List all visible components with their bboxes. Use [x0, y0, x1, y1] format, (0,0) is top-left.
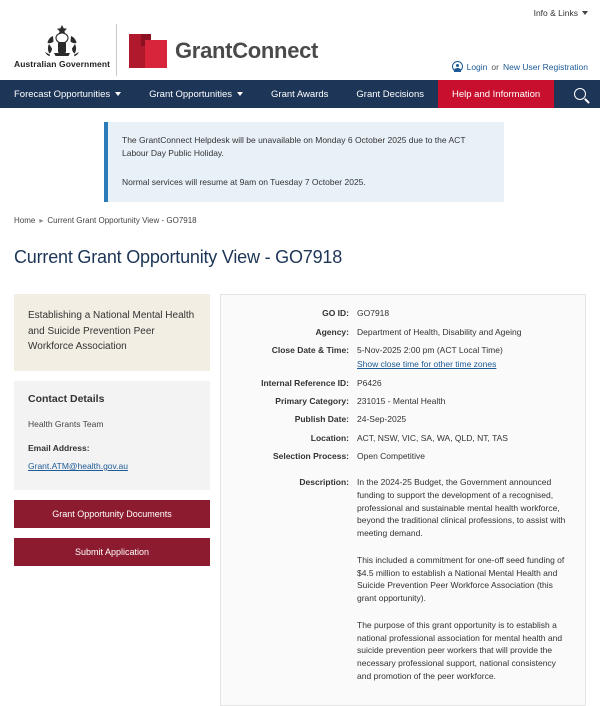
new-user-registration-link[interactable]: New User Registration [502, 61, 588, 72]
contact-email-link[interactable]: Grant.ATM@health.gov.au [28, 460, 128, 471]
info-links-label: Info & Links [533, 8, 578, 18]
detail-value: 5-Nov-2025 2:00 pm (ACT Local Time) [357, 344, 503, 355]
detail-row-selection-process [231, 450, 571, 462]
grant-title-panel [14, 294, 210, 371]
breadcrumb-separator-icon: ▸ [39, 216, 44, 226]
australian-government-text: Australian Government [13, 59, 111, 69]
show-close-time-other-timezones-link[interactable]: Show close time for other time zones [357, 359, 497, 370]
account-links [452, 61, 588, 72]
helpdesk-alert-banner [104, 122, 504, 202]
user-icon [452, 61, 463, 72]
contact-team-name: Health Grants Team [28, 418, 104, 429]
detail-label: Primary Category: [275, 395, 349, 406]
detail-label: Agency: [315, 326, 349, 337]
description-value [357, 476, 571, 683]
masthead [0, 22, 600, 80]
detail-value: Department of Health, Disability and Ageing [357, 326, 522, 337]
detail-label: Internal Reference ID: [261, 377, 349, 388]
grantconnect-mark-icon [129, 34, 169, 68]
nav-label: Grant Opportunities [149, 88, 233, 100]
submit-application-button[interactable]: Submit Application [14, 538, 210, 566]
detail-value: Open Competitive [357, 450, 426, 461]
alert-line-2: Normal services will resume at 9am on Tuesday 7 October 2025. [122, 176, 366, 187]
grant-opportunity-documents-button[interactable]: Grant Opportunity Documents [14, 500, 210, 528]
detail-row-internal-reference-id [231, 377, 571, 389]
search-icon [574, 88, 586, 100]
sidebar [14, 294, 210, 566]
australian-government-logo [14, 24, 110, 69]
nav-item-forecast-opportunities[interactable] [0, 80, 135, 108]
description-paragraph: In the 2024-25 Budget, the Government announced funding to support the development of a recognised, professional and sustainable mental health workforce, beyond the traditional clinical professions, to assist with meeting demand. [357, 477, 566, 539]
nav-item-grant-decisions[interactable] [342, 80, 438, 108]
detail-value: 231015 - Mental Health [357, 395, 446, 406]
detail-row-go-id [231, 307, 571, 319]
brand-connect-text: Connect [232, 38, 319, 63]
masthead-divider [116, 24, 117, 76]
nav-item-grant-awards[interactable] [257, 80, 342, 108]
chevron-down-icon [237, 92, 243, 96]
alert-line-1: The GrantConnect Helpdesk will be unavailable on Monday 6 October 2025 due to the ACT Labour Day Public Holiday. [122, 135, 466, 158]
detail-label: Publish Date: [294, 414, 349, 425]
detail-row-primary-category [231, 395, 571, 407]
detail-row-close-date [231, 344, 571, 371]
alert-banner-wrap [0, 108, 600, 202]
nav-label: Grant Awards [271, 88, 329, 100]
content-area [0, 294, 600, 705]
login-link[interactable]: Login [466, 61, 488, 72]
detail-row-description [231, 476, 571, 683]
nav-item-help-and-information[interactable] [438, 80, 554, 108]
brand-grant-text: Grant [175, 38, 233, 63]
nav-label: Grant Decisions [356, 88, 424, 100]
description-label: Description: [299, 477, 349, 488]
utility-bar [0, 0, 600, 22]
crest-svg [39, 24, 85, 58]
detail-row-location [231, 432, 571, 444]
page-title: Current Grant Opportunity View - GO7918 [14, 247, 343, 268]
grant-title-text: Establishing a National Mental Health and Suicide Prevention Peer Workforce Association [28, 310, 195, 353]
description-paragraph: The purpose of this grant opportunity is to establish a national professional association for mental health and suicide prevention peer workers that will provide the necessary professional support, national consistency and promotion of the peer workforce. [357, 619, 563, 681]
main-navigation [0, 80, 600, 108]
detail-label: Selection Process: [272, 450, 349, 461]
detail-row-publish-date [231, 413, 571, 425]
info-links-menu[interactable] [534, 8, 588, 18]
detail-value: GO7918 [357, 308, 390, 319]
detail-label: GO ID: [322, 308, 349, 319]
breadcrumb-current: Current Grant Opportunity View - GO7918 [47, 216, 197, 226]
commonwealth-crest-icon [39, 24, 85, 58]
description-paragraph: This included a commitment for one-off seed funding of $4.5 million to establish a National Mental Health and Suicide Prevention Peer Workforce Association (this grant opportunity). [357, 554, 565, 604]
contact-details-panel [14, 381, 210, 490]
search-button[interactable] [560, 80, 600, 108]
breadcrumb [0, 202, 600, 225]
detail-label: Location: [310, 432, 349, 443]
nav-label: Help and Information [452, 88, 541, 100]
breadcrumb-home-link[interactable]: Home [14, 216, 36, 226]
detail-value: ACT, NSW, VIC, SA, WA, QLD, NT, TAS [357, 432, 508, 443]
nav-item-grant-opportunities[interactable] [135, 80, 257, 108]
email-address-label: Email Address: [28, 442, 90, 453]
detail-row-agency [231, 326, 571, 338]
detail-value: P6426 [357, 377, 382, 388]
grantconnect-logo[interactable] [129, 34, 318, 68]
chevron-down-icon [115, 92, 121, 96]
chevron-down-icon [582, 11, 588, 15]
detail-label: Close Date & Time: [271, 344, 349, 355]
login-or-text: or [491, 61, 499, 72]
grantconnect-wordmark [175, 38, 318, 64]
nav-label: Forecast Opportunities [14, 88, 111, 100]
contact-details-heading: Contact Details [28, 392, 105, 405]
grant-details-panel [220, 294, 586, 705]
detail-value-group [357, 344, 571, 371]
detail-value: 24-Sep-2025 [357, 414, 407, 425]
